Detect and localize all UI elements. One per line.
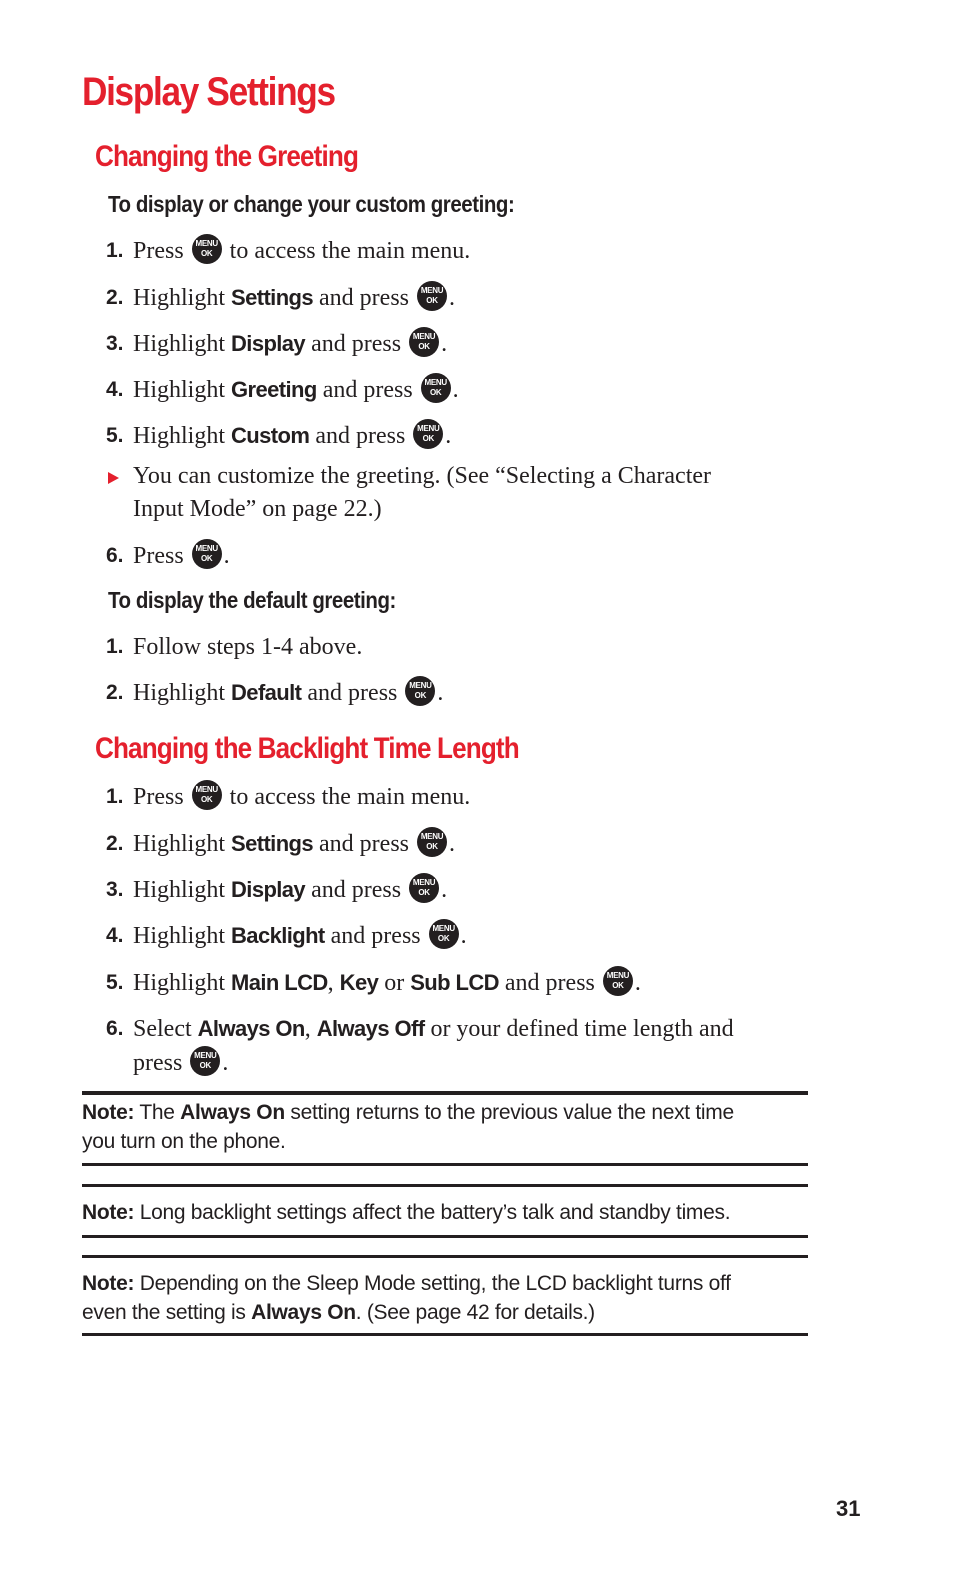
note-rule-top xyxy=(82,1091,808,1095)
menu-ok-button-icon: MENU OK xyxy=(192,234,222,264)
custom-greeting-intro: To display or change your custom greeting: xyxy=(108,191,515,217)
menu-ok-button-icon: MENU OK xyxy=(192,539,222,569)
menu-ok-button-icon: MENU OK xyxy=(421,373,451,403)
backlight-step-6: 6. Select Always On, Always Off or your defined time length and press MENU OK . xyxy=(106,1016,734,1076)
note-rule-top xyxy=(82,1184,808,1187)
default-greeting-intro: To display the default greeting: xyxy=(108,587,396,613)
greeting-step-3: 3. Highlight Display and press MENU OK . xyxy=(106,327,806,361)
menu-ok-button-icon: MENU OK xyxy=(603,966,633,996)
menu-ok-button-icon: MENU OK xyxy=(405,676,435,706)
backlight-step-2: 2. Highlight Settings and press MENU OK . xyxy=(106,827,806,861)
menu-ok-button-icon: MENU OK xyxy=(190,1046,220,1076)
page-number: 31 xyxy=(836,1496,861,1521)
default-step-2: 2. Highlight Default and press MENU OK . xyxy=(106,676,806,710)
note-rule-bottom xyxy=(82,1163,808,1166)
page-title: Display Settings xyxy=(82,70,335,114)
backlight-step-5: 5. Highlight Main LCD, Key or Sub LCD and press MENU OK . xyxy=(106,966,806,1000)
default-step-1: 1. Follow steps 1-4 above. xyxy=(106,634,363,660)
backlight-step-3: 3. Highlight Display and press MENU OK . xyxy=(106,873,806,907)
section-heading-backlight: Changing the Backlight Time Length xyxy=(95,732,519,765)
greeting-step-2: 2. Highlight Settings and press MENU OK . xyxy=(106,281,806,315)
menu-ok-button-icon: MENU OK xyxy=(409,327,439,357)
menu-ok-button-icon: MENU OK xyxy=(417,827,447,857)
backlight-step-1: 1. Press MENU OK to access the main menu. xyxy=(106,780,806,814)
greeting-step-6: 6. Press MENU OK . xyxy=(106,539,806,573)
menu-ok-button-icon: MENU OK xyxy=(429,919,459,949)
backlight-step-4: 4. Highlight Backlight and press MENU OK . xyxy=(106,919,806,953)
greeting-step-1: 1. Press MENU OK to access the main menu. xyxy=(106,234,806,268)
menu-ok-button-icon: MENU OK xyxy=(413,419,443,449)
greeting-bullet-note: You can customize the greeting. (See “Selecting a Character Input Mode” on page 22.) xyxy=(133,463,712,522)
note-rule-bottom xyxy=(82,1235,808,1238)
menu-ok-button-icon: MENU OK xyxy=(409,873,439,903)
menu-ok-button-icon: MENU OK xyxy=(192,780,222,810)
greeting-step-4: 4. Highlight Greeting and press MENU OK . xyxy=(106,373,806,407)
note-rule-top xyxy=(82,1255,808,1258)
note-battery: Note: Long backlight settings affect the battery’s talk and standby times. xyxy=(82,1201,731,1224)
greeting-step-5: 5. Highlight Custom and press MENU OK . xyxy=(106,419,806,453)
note-always-on: Note: The Always On setting returns to the previous value the next time you turn on the phone. xyxy=(82,1101,734,1153)
note-rule-bottom xyxy=(82,1333,808,1336)
menu-ok-button-icon: MENU OK xyxy=(417,281,447,311)
note-sleep-mode: Note: Depending on the Sleep Mode setting, the LCD backlight turns off even the setting is Always On. (See page 42 for details.) xyxy=(82,1272,731,1324)
section-heading-greeting: Changing the Greeting xyxy=(95,140,359,173)
